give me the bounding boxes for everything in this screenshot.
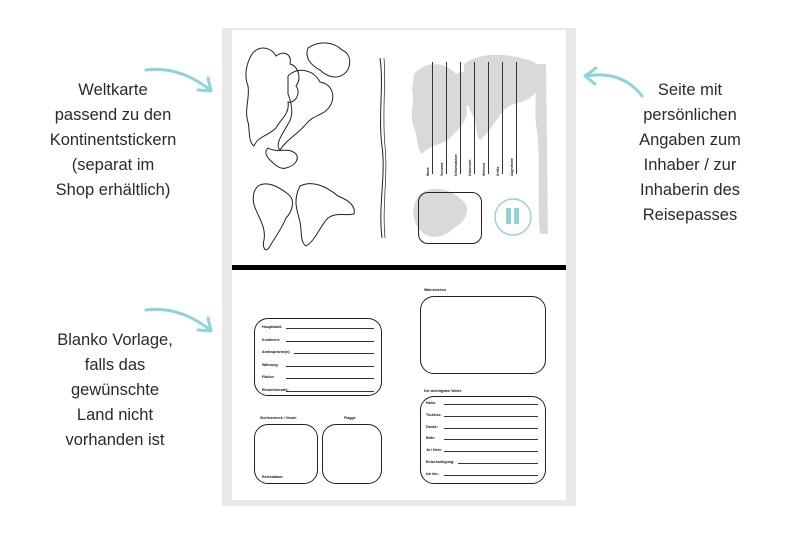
word-field-label: Ich bin: — [426, 471, 439, 476]
word-field-label: Tschüss: — [426, 412, 442, 417]
word-field-line — [444, 416, 538, 417]
blank-template-annotation: Blanko Vorlage, falls das gewünschte Land nicht vorhanden ist — [57, 331, 173, 449]
word-field-line — [444, 428, 538, 429]
info-field-line — [286, 378, 374, 379]
word-field-line — [444, 451, 538, 452]
word-field-label: Danke: — [426, 424, 438, 429]
passport-field-line — [516, 62, 517, 174]
flag-box — [322, 424, 382, 484]
ruler-strip-icon — [374, 56, 388, 240]
passport-field-label: Augenfarbe — [510, 158, 514, 176]
passport-field-line — [474, 62, 475, 174]
visa-label: Sichtvermerk / Visum — [260, 416, 297, 420]
info-field-label: Einwohnerzahl: — [262, 387, 289, 392]
info-field-line — [286, 366, 374, 367]
country-info-card — [254, 318, 382, 396]
arrow-icon — [140, 64, 220, 98]
landmark-box — [420, 296, 546, 374]
passport-field-label: Vorname — [440, 162, 444, 176]
passport-field-label: Größe — [496, 166, 500, 176]
landmark-label: Wahrzeichen — [424, 288, 447, 292]
flag-label: Flagge — [344, 416, 356, 420]
word-field-line — [444, 439, 538, 440]
word-field-line — [444, 404, 538, 405]
word-field-line — [444, 475, 538, 476]
passport-field-label: Wohnort — [482, 162, 486, 176]
words-label: Die wichtigsten Worte — [424, 389, 462, 393]
info-field-line — [286, 328, 374, 329]
info-field-label: Hauptstadt: — [262, 325, 282, 329]
passport-field-line — [502, 62, 503, 174]
info-field-label: Amtssprache(n): — [262, 350, 291, 354]
word-field-label: Hallo: — [426, 401, 436, 405]
owner-page-annotation: Seite mit persönlichen Angaben zum Inhaber / zur Inhaberin des Reisepasses — [639, 81, 741, 224]
info-field-line — [286, 341, 374, 342]
info-field-line — [286, 391, 374, 392]
travel-date-label: Reisedatum: — [262, 475, 284, 479]
arrow-icon — [140, 304, 220, 338]
passport-field-line — [460, 62, 461, 174]
stamp-icon — [492, 196, 534, 238]
world-map-outline — [240, 36, 360, 266]
arrow-icon — [580, 66, 650, 100]
info-field-label: Kontinent: — [262, 337, 280, 342]
passport-field-label: Name — [426, 167, 430, 176]
word-field-label: Bitte: — [426, 436, 436, 441]
word-field-label: Ja / Nein: — [426, 448, 442, 453]
passport-field-line — [432, 62, 433, 174]
info-field-label: Fläche: — [262, 375, 275, 379]
passport-field-label: Geburtsdatum — [454, 154, 458, 176]
page-divider — [232, 265, 566, 270]
passport-field-label: Geburtsort — [468, 159, 472, 176]
word-field-label: Entschuldigung: — [426, 460, 455, 464]
world-map-annotation: Weltkarte passend zu den Kontinentstickern (separat im Shop erhältlich) — [49, 81, 177, 199]
photo-frame — [418, 192, 482, 244]
info-field-label: Währung: — [262, 362, 279, 367]
word-field-line — [458, 463, 538, 464]
passport-field-line — [488, 62, 489, 174]
info-field-line — [294, 353, 374, 354]
passport-field-line — [446, 62, 447, 174]
